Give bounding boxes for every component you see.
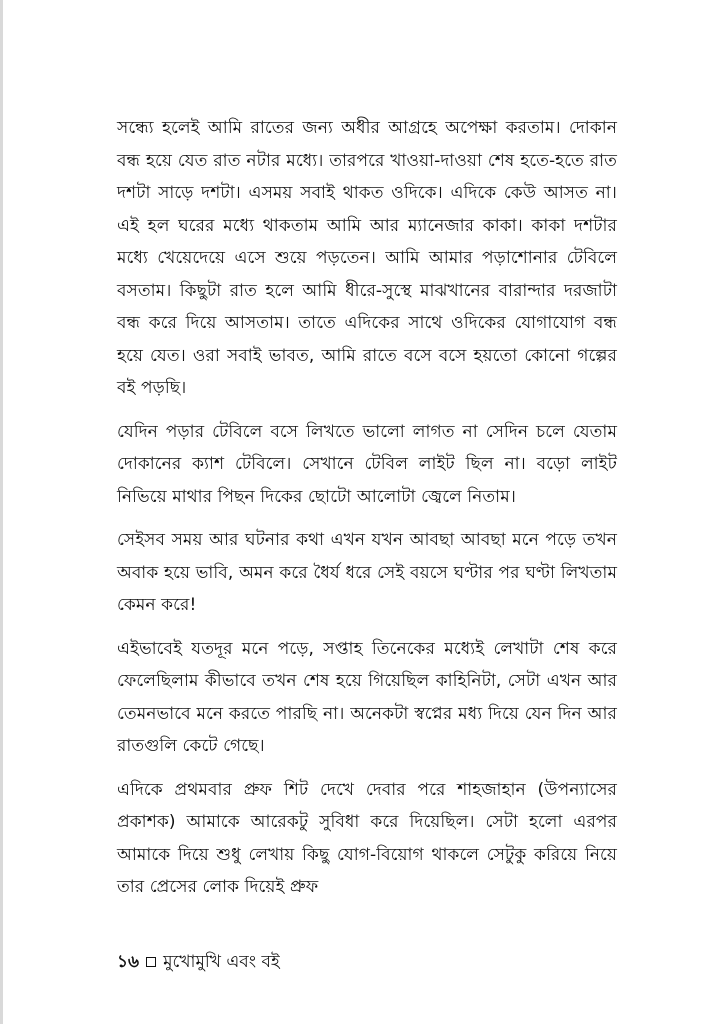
- square-separator-icon: [146, 957, 156, 967]
- page-footer: [117, 950, 280, 974]
- paragraph-2: যেদিন পড়ার টেবিলে বসে লিখতে ভালো লাগত না সেদিন চলে যেতাম দোকানের ক্যাশ টেবিলে। সেখানে টেবিল লাইট ছিল না। বড়ো লাইট নিভিয়ে মাথার পিছন দিকের ছোটো আলোটা জ্বেলে নিতাম।: [117, 421, 617, 507]
- paragraph-5: এদিকে প্রথমবার প্রুফ শিট দেখে দেবার পরে শাহজাহান (উপন্যাসের প্রকাশক) আমাকে আরেকটু সুবিধা করে দিয়েছিল। সেটা হলো এরপর আমাকে দিয়ে শুধু লেখায় কিছু যোগ-বিয়োগ থাকলে সেটুকু করিয়ে নিয়ে তার প্রেসের লোক দিয়েই প্রুফ: [117, 779, 617, 897]
- page-edge-shadow: [0, 0, 3, 1024]
- book-title: মুখোমুখি এবং বই: [163, 952, 280, 972]
- paragraph-1: সন্ধ্যে হলেই আমি রাতের জন্য অধীর আগ্রহে অপেক্ষা করতাম। দোকান বন্ধ হয়ে যেত রাত নটার মধ্যে। তারপরে খাওয়া-দাওয়া শেষ হতে-হতে রাত দশটা সাড়ে দশটা। এসময় সবাই থাকত ওদিকে। এদিকে কেউ আসত না। এই হল ঘরের মধ্যে থাকতাম আমি আর ম্যানেজার কাকা। কাকা দশটার মধ্যে খেয়েদেয়ে এসে শুয়ে পড়তেন। আমি আমার পড়াশোনার টেবিলে বসতাম। কিছুটা রাত হলে আমি ধীরে-সুস্থে মাঝখানের বারান্দার দরজাটা বন্ধ করে দিয়ে আসতাম। তাতে এদিকের সাথে ওদিকের যোগাযোগ বন্ধ হয়ে যেত। ওরা সবাই ভাবত, আমি রাতে বসে বসে হয়তো কোনো গল্পের বই পড়ছি।: [117, 118, 617, 398]
- paragraph-3: সেইসব সময় আর ঘটনার কথা এখন যখন আবছা আবছা মনে পড়ে তখন অবাক হয়ে ভাবি, অমন করে ধৈর্য ধরে সেই বয়সে ঘণ্টার পর ঘণ্টা লিখতাম কেমন করে!: [117, 530, 617, 615]
- page-number: ১৬: [117, 952, 140, 972]
- paragraph-4: এইভাবেই যতদূর মনে পড়ে, সপ্তাহ তিনেকের মধ্যেই লেখাটা শেষ করে ফেলেছিলাম কীভাবে তখন শেষ হয়ে গিয়েছিল কাহিনিটা, সেটা এখন আর তেমনভাবে মনে করতে পারছি না। অনেকটা স্বপ্নের মধ্য দিয়ে যেন দিন আর রাতগুলি কেটে গেছে।: [117, 638, 617, 756]
- body-text: [117, 112, 617, 915]
